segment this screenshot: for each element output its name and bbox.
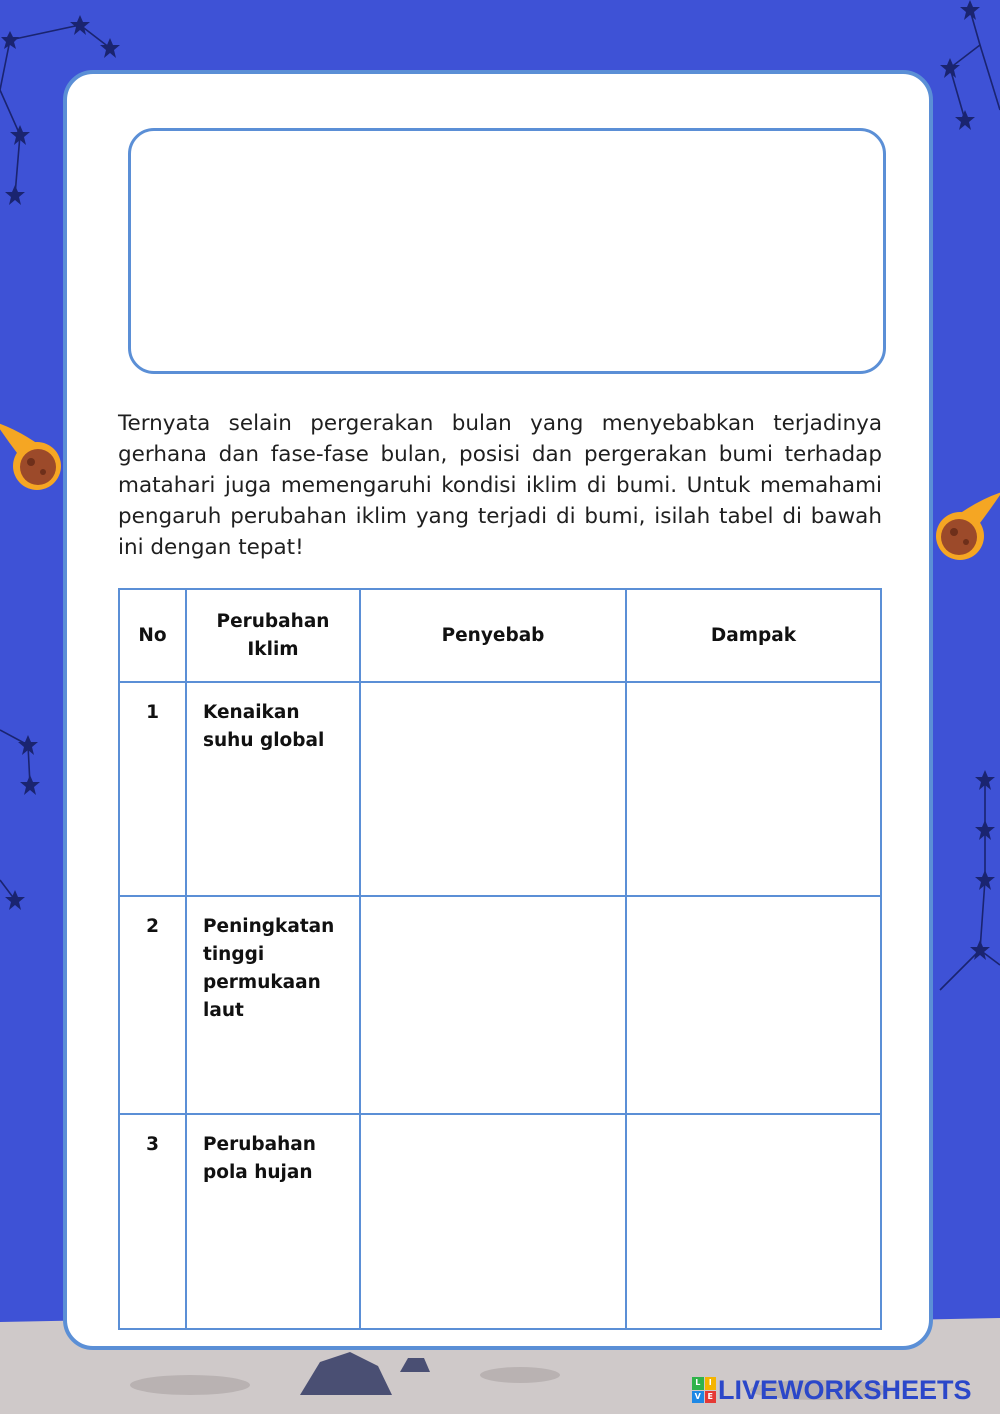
image-placeholder-box [128, 128, 886, 374]
star-icon [20, 775, 40, 795]
star-icon [960, 0, 980, 20]
climate-change-cell: Perubahan pola hujan [186, 1114, 360, 1329]
row-number: 2 [119, 896, 186, 1114]
impact-answer-cell[interactable] [626, 896, 881, 1114]
cause-answer-cell[interactable] [360, 1114, 626, 1329]
brand-name: LIVEWORKSHEETS [718, 1374, 972, 1405]
impact-answer-cell[interactable] [626, 682, 881, 896]
cause-answer-cell[interactable] [360, 682, 626, 896]
table-row [119, 682, 881, 896]
header-no: No [119, 589, 186, 682]
table-row [119, 1114, 881, 1329]
star-icon [100, 38, 120, 58]
row-number: 1 [119, 682, 186, 896]
meteor-icon [0, 422, 61, 490]
star-icon [940, 58, 960, 78]
table-header-row [119, 589, 881, 682]
star-icon [5, 890, 25, 910]
intro-paragraph: Ternyata selain pergerakan bulan yang menyebabkan terjadinya gerhana dan fase-fase bulan, posisi dan pergerakan bumi terhadap matahari juga memengaruhi kondisi iklim di bumi. Untuk memahami pengaruh perubahan iklim yang terjadi di bumi, isilah tabel di bawah ini dengan tepat! [118, 411, 882, 560]
header-cause: Penyebab [360, 589, 626, 682]
star-icon [5, 185, 25, 205]
impact-answer-cell[interactable] [626, 1114, 881, 1329]
header-climate-change: Perubahan Iklim [186, 589, 360, 682]
climate-change-cell: Kenaikan suhu global [186, 682, 360, 896]
cause-answer-cell[interactable] [360, 896, 626, 1114]
row-number: 3 [119, 1114, 186, 1329]
meteor-icon [936, 492, 1000, 560]
liveworksheets-brand[interactable] [692, 1374, 972, 1406]
table-row [119, 896, 881, 1114]
climate-change-cell: Peningkatan tinggi permukaan laut [186, 896, 360, 1114]
star-icon [1, 31, 19, 49]
climate-change-table [118, 588, 882, 1330]
liveworksheets-logo-icon: L I V E [692, 1377, 716, 1403]
star-icon [955, 110, 975, 130]
header-impact: Dampak [626, 589, 881, 682]
star-icon [70, 15, 90, 35]
